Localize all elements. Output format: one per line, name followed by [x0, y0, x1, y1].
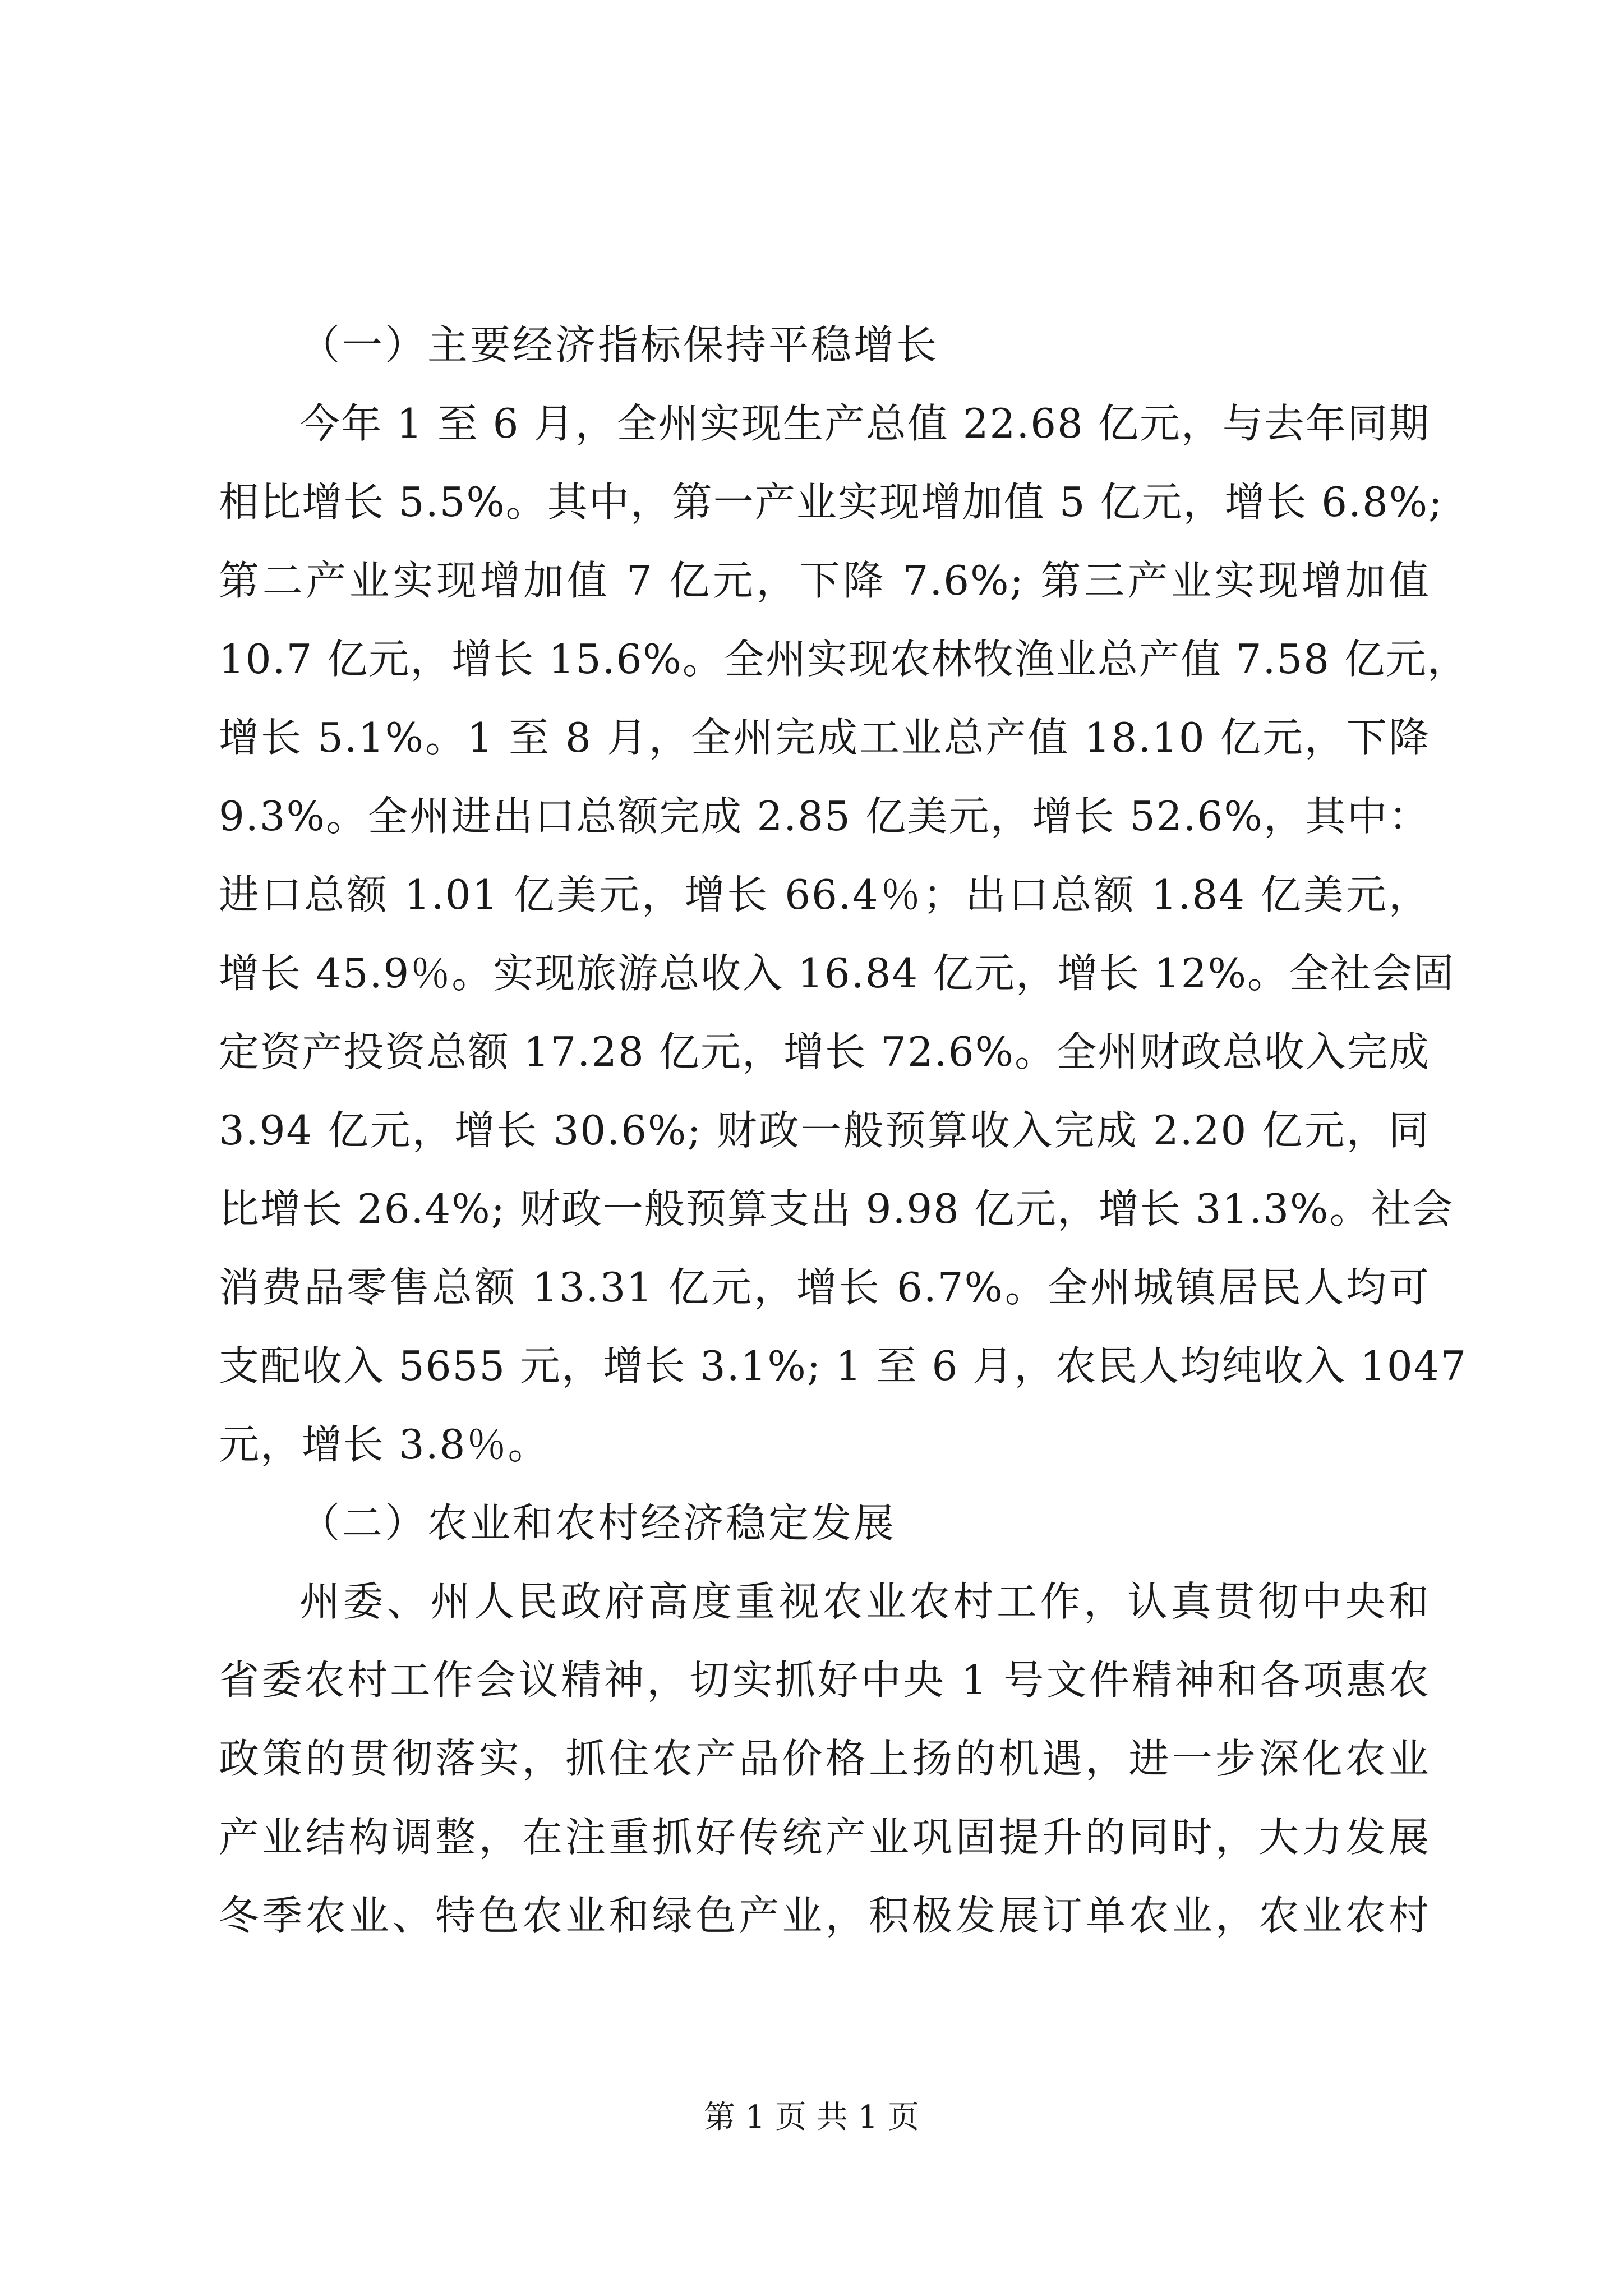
- paragraph-line: 支配收入 5655 元，增长 3.1%; 1 至 6 月，农民人均纯收入 1047: [219, 1342, 1468, 1389]
- paragraph-line: 定资产投资总额 17.28 亿元，增长 72.6%。全州财政总收入完成: [219, 1028, 1430, 1075]
- paragraph-line: 3.94 亿元，增长 30.6%; 财政一般预算收入完成 2.20 亿元，同: [219, 1107, 1430, 1154]
- paragraph-line: 政策的贯彻落实，抓住农产品价格上扬的机遇，进一步深化农业: [219, 1735, 1430, 1782]
- paragraph-line: 省委农村工作会议精神，切实抓好中央 1 号文件精神和各项惠农: [219, 1657, 1430, 1704]
- paragraph-line: 10.7 亿元，增长 15.6%。全州实现农林牧渔业总产值 7.58 亿元，: [219, 636, 1469, 683]
- paragraph-line: 第二产业实现增加值 7 亿元，下降 7.6%; 第三产业实现增加值: [219, 557, 1430, 604]
- paragraph-line: 州委、州人民政府高度重视农业农村工作，认真贯彻中央和: [299, 1578, 1430, 1625]
- paragraph-line: 今年 1 至 6 月，全州实现生产总值 22.68 亿元，与去年同期: [299, 400, 1430, 447]
- paragraph-line: 消费品零售总额 13.31 亿元，增长 6.7%。全州城镇居民人均可: [219, 1264, 1430, 1311]
- paragraph-line: 增长 5.1%。1 至 8 月，全州完成工业总产值 18.10 亿元，下降: [219, 714, 1430, 761]
- document-body: [219, 306, 1469, 1955]
- paragraph-line: 相比增长 5.5%。其中，第一产业实现增加值 5 亿元，增长 6.8%;: [219, 478, 1444, 526]
- paragraph-line: 增长 45.9％。实现旅游总收入 16.84 亿元，增长 12%。全社会固: [219, 950, 1455, 997]
- paragraph-line: 产业结构调整，在注重抓好传统产业巩固提升的同时，大力发展: [219, 1814, 1430, 1861]
- section-2-heading: （二）农业和农村经济稳定发展: [299, 1499, 897, 1547]
- paragraph-line: 进口总额 1.01 亿美元，增长 66.4％；出口总额 1.84 亿美元，: [219, 871, 1430, 918]
- paragraph-line: 比增长 26.4%; 财政一般预算支出 9.98 亿元，增长 31.3%。社会: [219, 1185, 1454, 1232]
- page-number-footer: 第 1 页 共 1 页: [703, 2099, 920, 2136]
- paragraph-line: 9.3%。全州进出口总额完成 2.85 亿美元，增长 52.6%，其中：: [219, 793, 1430, 840]
- paragraph-line: 冬季农业、特色农业和绿色产业，积极发展订单农业，农业农村: [219, 1892, 1430, 1939]
- paragraph-line: 元，增长 3.8％。: [219, 1421, 550, 1468]
- section-1-heading: （一）主要经济指标保持平稳增长: [299, 321, 939, 369]
